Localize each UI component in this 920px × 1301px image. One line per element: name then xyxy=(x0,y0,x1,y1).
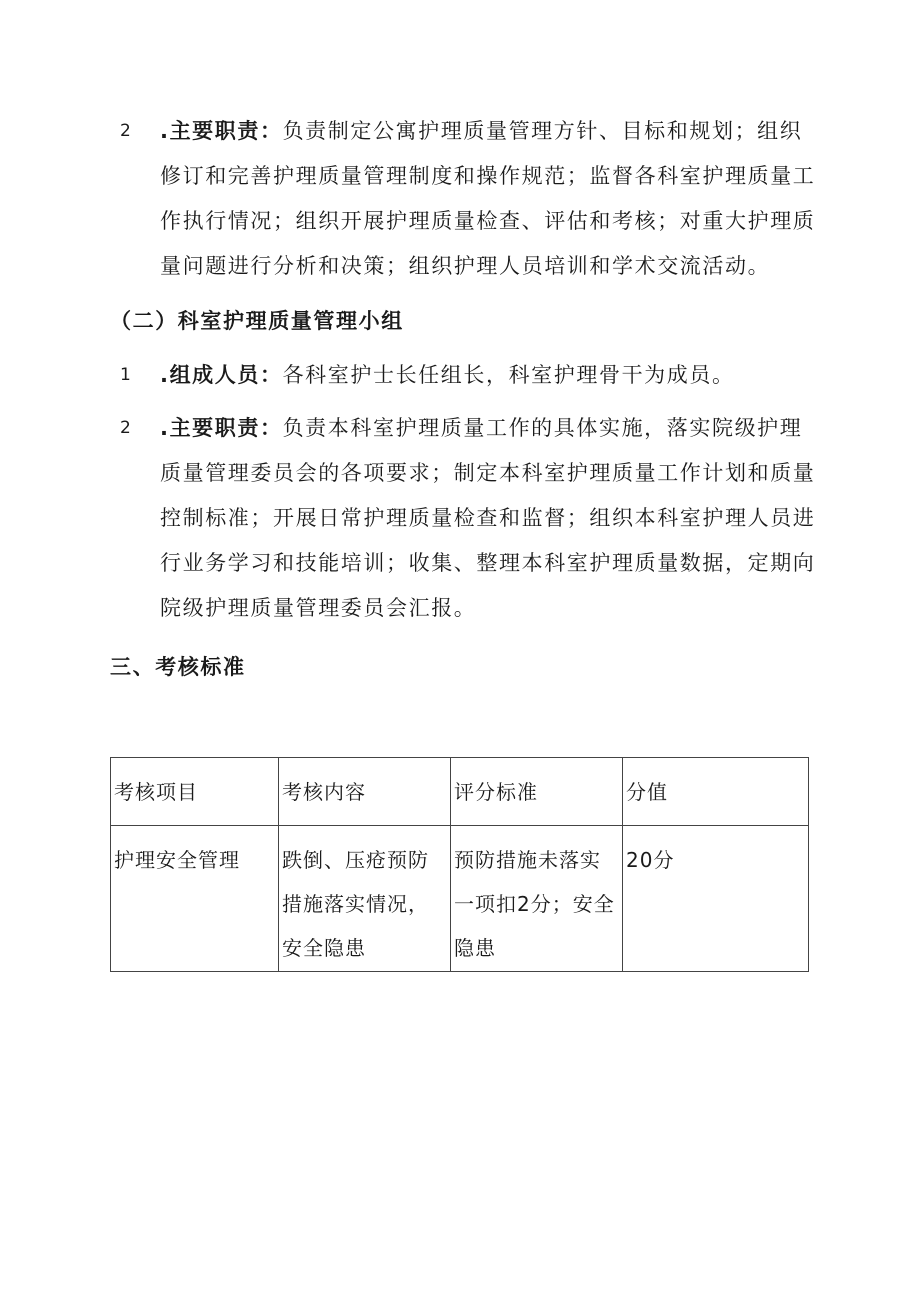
table-cell: 跌倒、压疮预防措施落实情况，安全隐患 xyxy=(279,826,451,972)
table-cell: 预防措施未落实一项扣2分；安全隐患 xyxy=(451,826,623,972)
section-heading: 三、考核标准 xyxy=(110,655,246,679)
table-header-cell: 评分标准 xyxy=(451,758,623,826)
table-row xyxy=(111,826,809,972)
table-header-cell: 考核项目 xyxy=(111,758,279,826)
subsection-heading: （二）科室护理质量管理小组 xyxy=(110,309,404,333)
item-lead-label: .主要职责： xyxy=(160,416,283,440)
table-cell: 护理安全管理 xyxy=(111,826,279,972)
table-header-row xyxy=(111,758,809,826)
item-body-text: 负责制定公寓护理质量管理方针、目标和规划；组织修订和完善护理质量管理制度和操作规范；监督各科室护理质量工作执行情况；组织开展护理质量检查、评估和考核；对重大护理质量问题进行分析和决策；组织护理人员培训和学术交流活动。 xyxy=(160,119,816,278)
item-number: 2 xyxy=(120,418,131,438)
composition-paragraph xyxy=(120,353,820,398)
item-lead-label: .主要职责： xyxy=(160,119,283,143)
table-header-cell: 分值 xyxy=(623,758,809,826)
responsibilities-paragraph-2 xyxy=(120,406,820,631)
table-cell: 20分 xyxy=(623,826,809,972)
table-header-cell: 考核内容 xyxy=(279,758,451,826)
item-number: 1 xyxy=(120,365,131,385)
item-body-text: 负责本科室护理质量工作的具体实施，落实院级护理质量管理委员会的各项要求；制定本科室护理质量工作计划和质量控制标准；开展日常护理质量检查和监督；组织本科室护理人员进行业务学习和技能培训；收集、整理本科室护理质量数据，定期向院级护理质量管理委员会汇报。 xyxy=(160,416,816,620)
item-lead-label: .组成人员： xyxy=(160,363,283,387)
assessment-table xyxy=(110,757,809,972)
item-number: 2 xyxy=(120,121,131,141)
item-body-text: 各科室护士长任组长，科室护理骨干为成员。 xyxy=(282,363,735,387)
responsibilities-paragraph-1 xyxy=(120,109,820,289)
